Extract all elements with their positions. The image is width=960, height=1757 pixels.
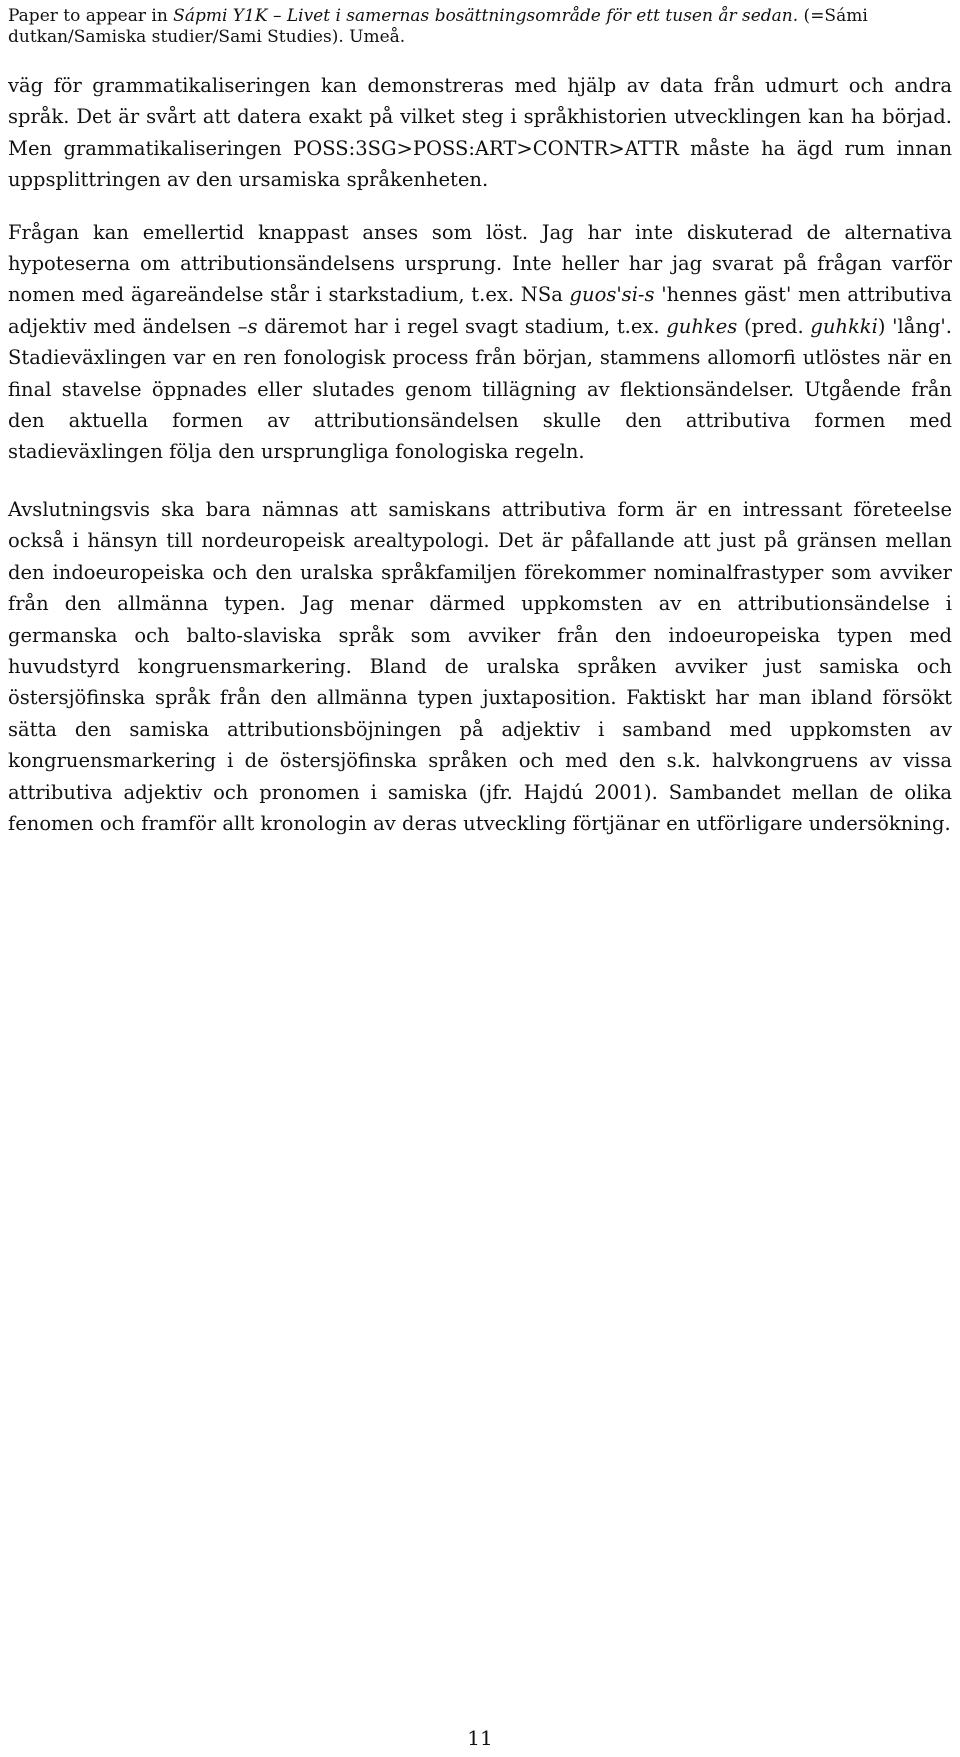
header-journal-title: Sápmi Y1K – Livet i samernas bosättningsområde för ett tusen år sedan. <box>173 6 799 26</box>
paragraph-1: väg för grammatikaliseringen kan demonstreras med hjälp av data från udmurt och andra språk. Det är svårt att datera exakt på vilket steg i språkhistorien utvecklingen kan ha börjad. Men grammatikaliseringen POSS:3SG>POSS:ART>CONTR>ATTR måste ha ägd rum innan uppsplittringen av den ursamiska språkenheten. <box>8 74 952 192</box>
paragraph-2-text-2: 'hennes gäst' men attributiva adjektiv med ändelsen <box>8 283 952 338</box>
example-word-guhkki: guhkki <box>810 314 878 338</box>
example-word-guossis: guos'si-s <box>569 283 655 307</box>
page-number: 11 <box>467 1726 493 1750</box>
paragraph-2-text-3: däremot har i regel svagt stadium, t.ex. <box>257 314 667 338</box>
body-text <box>8 70 952 839</box>
paragraph-2-text-1: Frågan kan emellertid knappast anses som löst. Jag har inte diskuterad de alternativa hypoteserna om attributionsändelsens ursprung. Inte heller har jag svarat på frågan varför nomen med ägareändelse står i starkstadium, t.ex. NSa <box>8 220 952 307</box>
paragraph-3: Avslutningsvis ska bara nämnas att samiskans attributiva form är en intressant företeelse också i hänsyn till nordeuropeisk arealtypologi. Det är påfallande att just på gränsen mellan den indoeuropeiska och den uralska språkfamiljen förekommer nominalfrastyper som avviker från den allmänna typen. Jag menar därmed uppkomsten av en attributionsändelse i germanska och balto-slaviska språk som avviker från den indoeuropeiska typen med huvudstyrd kongruensmarkering. Bland de uralska språken avviker just samiska och östersjöfinska språk från den allmänna typen juxtaposition. Faktiskt har man ibland försökt sätta den samiska attributionsböjningen på adjektiv i samband med uppkomsten av kongruensmarkering i de östersjöfinska språken och med den s.k. halvkongruens av vissa attributiva adjektiv och pronomen i samiska (jfr. Hajdú 2001). Sambandet mellan de olika fenomen och framför allt kronologin av deras utveckling förtjänar en utförligare undersökning. <box>8 497 952 835</box>
paragraph-2 <box>8 217 952 468</box>
example-word-guhkes: guhkes <box>666 314 738 338</box>
running-header <box>8 6 952 48</box>
header-suffix: (=Sámi dutkan/Samiska studier/Sami Studies). Umeå. <box>8 6 868 47</box>
paragraph-2-text-4: (pred. <box>737 314 811 338</box>
example-suffix-s: –s <box>237 314 258 338</box>
header-prefix: Paper to appear in <box>8 6 174 26</box>
paragraph-2-text-5: ) 'lång'. Stadieväxlingen var en ren fonologisk process från början, stammens allomorfi utlöstes när en final stavelse öppnades eller slutades genom tillägning av flektionsändelser. Utgående från den aktuella formen av attributionsändelsen skulle den attributiva formen med stadieväxlingen följa den ursprungliga fonologiska regeln. <box>8 314 952 464</box>
